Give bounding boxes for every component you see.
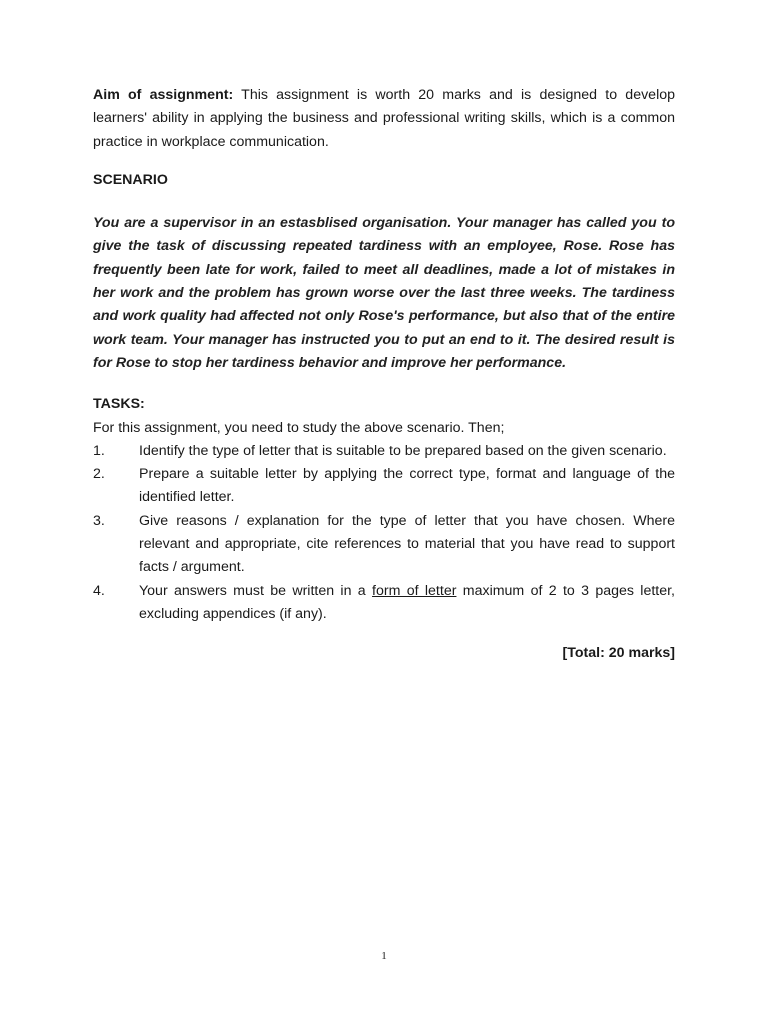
aim-text: This assignment is worth 20 marks and is designed to develop learners' ability in applying the business and professional writing skills, which is a common practice in workplace communication.: [93, 87, 675, 150]
task-text: [139, 580, 675, 627]
task-item: [93, 510, 675, 580]
task-item: [93, 580, 675, 627]
task-text: Prepare a suitable letter by applying the correct type, format and language of the identified letter.: [139, 466, 675, 506]
tasks-heading: TASKS:: [93, 396, 145, 413]
task-item: [93, 440, 675, 463]
task-number: 2.: [93, 466, 105, 483]
task-item: [93, 463, 675, 510]
task-text-post: maximum of 2 to 3 pages letter, excluding appendices (if any).: [139, 582, 675, 622]
aim-paragraph: [93, 84, 675, 154]
document-page: [93, 84, 675, 666]
task-text: Give reasons / explanation for the type of letter that you have chosen. Where relevant and appropriate, cite references to material that you have read to support facts / argument.: [139, 512, 675, 576]
task-number: 1.: [93, 442, 105, 459]
tasks-list: [93, 440, 675, 626]
scenario-text: You are a supervisor in an estasblised organisation. Your manager has called you to give the task of discussing repeated tardiness with an employee, Rose. Rose has frequently been late for work, failed to meet all deadlines, made a lot of mistakes in her work and the problem has grown worse over the last three weeks. The tardiness and work quality had affected not only Rose's performance, but also that of the entire work team. Your manager has instructed you to put an end to it. The desired result is for Rose to stop her tardiness behavior and improve her performance.: [93, 215, 675, 371]
task-text: Identify the type of letter that is suitable to be prepared based on the given scenario.: [139, 442, 667, 459]
task-text-pre: Your answers must be written in a: [139, 582, 373, 599]
task-number: 3.: [93, 512, 105, 529]
scenario-heading: SCENARIO: [93, 171, 168, 188]
aim-label: Aim of assignment:: [93, 87, 234, 103]
total-marks: [Total: 20 marks]: [562, 645, 675, 662]
task-number: 4.: [93, 582, 105, 599]
tasks-intro: For this assignment, you need to study the above scenario. Then;: [93, 419, 505, 436]
page-number: 1: [381, 950, 387, 962]
task-text-underlined: form of letter: [372, 582, 457, 599]
